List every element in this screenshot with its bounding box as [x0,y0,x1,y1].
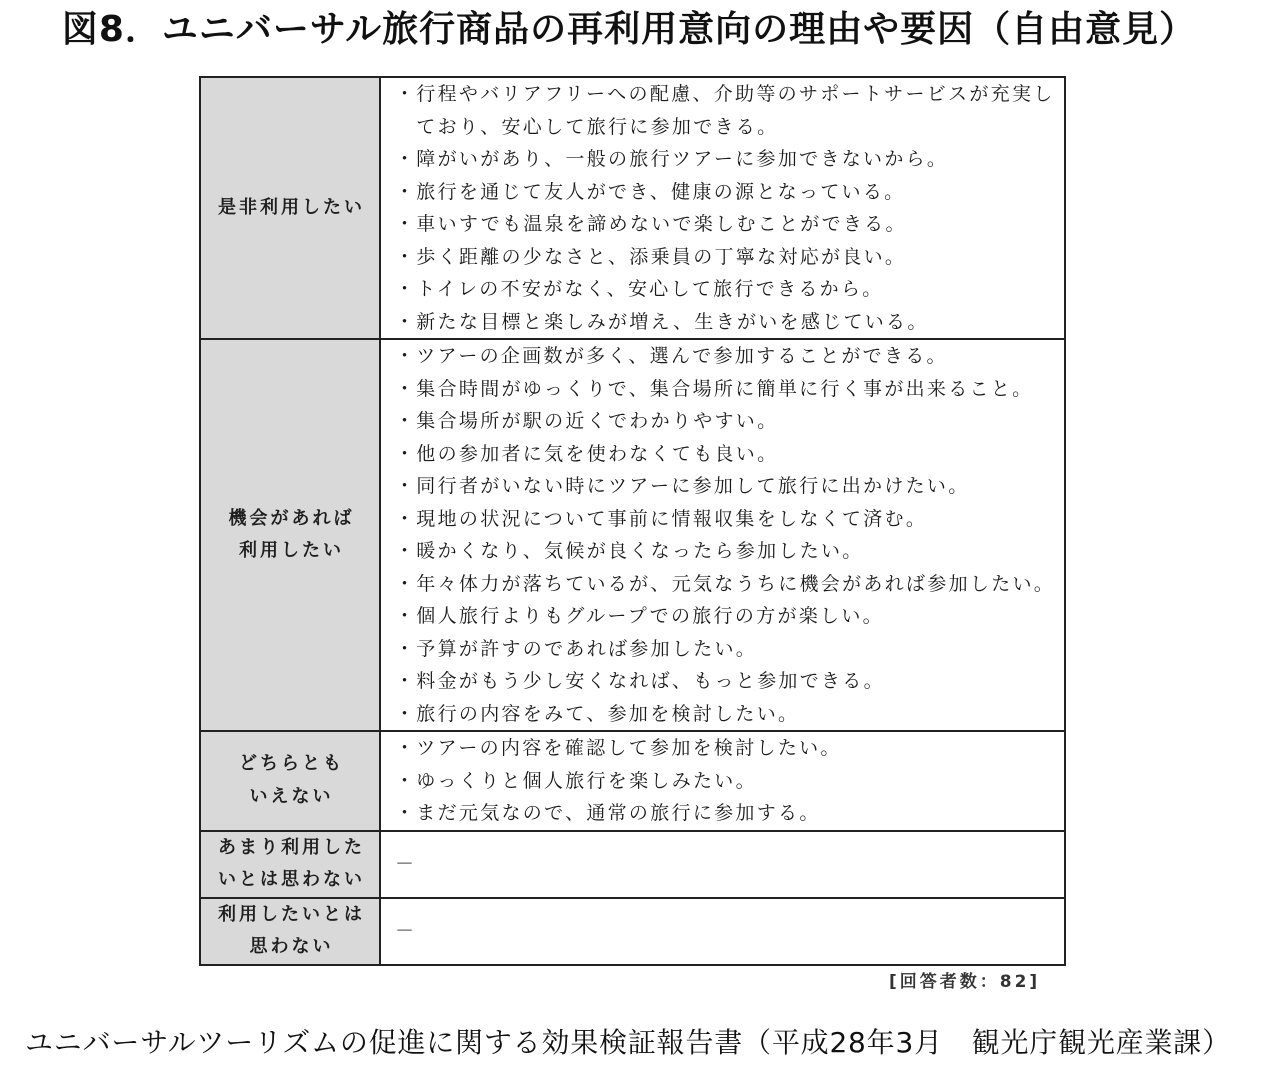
reason-item: ・暖かくなり、気候が良くなったら参加したい。 [395,540,864,562]
category-label-line: いえない [249,785,334,807]
category-label-line: あまり利用した [218,836,365,858]
category-label-line: いとは思わない [218,869,365,890]
no-response-dash: － [395,852,417,875]
reason-item: ・歩く距離の少なさと、添乗員の丁寧な対応が良い。 [395,245,907,268]
reason-item: ・障がいがあり、一般の旅行ツアーに参加できないから。 [395,148,949,170]
figure-title: 図8．ユニバーサル旅行商品の再利用意向の理由や要因（自由意見） [61,9,1197,50]
reason-item: ・ゆっくりと個人旅行を楽しみたい。 [395,769,757,792]
reason-item: ・集合時間がゆっくりで、集合場所に簡単に行く事が出来ること。 [395,377,1034,400]
reasons-cell [381,732,1064,830]
table-row-undecided [201,730,1064,830]
category-label-cell [201,732,381,830]
reason-item: ・料金がもう少し安くなれば、もっと参加できる。 [395,670,885,692]
reason-item: ・同行者がいない時にツアーに参加して旅行に出かけたい。 [395,475,970,497]
category-label-cell [201,78,381,338]
category-label-line: 是非利用したい [218,196,365,218]
reason-item: ・予算が許すのであれば参加したい。 [395,637,758,660]
reason-item: ・他の参加者に気を使わなくても良い。 [395,442,779,465]
reasons-cell [381,899,1064,964]
category-label-line: 機会があれば [228,507,355,529]
category-label-cell [201,340,381,730]
reason-item: ・旅行を通じて友人ができ、健康の源となっている。 [395,180,906,203]
reason-item: ・行程やバリアフリーへの配慮、介助等のサポートサービスが充実しており、安心して旅行に参加できる。 [395,83,1055,138]
category-label-line: どちらとも [239,753,344,775]
category-label-cell [201,899,381,964]
reasons-cell [381,340,1064,730]
reason-item: ・個人旅行よりもグループでの旅行の方が楽しい。 [395,605,884,627]
category-label-line: 思わない [249,936,334,957]
reason-item: ・新たな目標と楽しみが増え、生きがいを感じている。 [395,310,929,333]
reason-item: ・旅行の内容をみて、参加を検討したい。 [395,702,800,725]
reason-item: ・ツアーの内容を確認して参加を検討したい。 [395,737,842,759]
reason-item: ・現地の状況について事前に情報収集をしなくて済む。 [395,507,928,530]
reason-item: ・ツアーの企画数が多く、選んで参加することができる。 [395,345,948,367]
respondent-count: [回答者数：82] [889,972,1041,992]
reasons-cell [381,78,1064,338]
category-label-cell [201,832,381,897]
category-label-line: 利用したい [239,540,344,561]
reason-item: ・車いすでも温泉を諦めないで楽しむことができる。 [395,213,907,235]
source-citation: ユニバーサルツーリズムの促進に関する効果検証報告書（平成28年3月 観光庁観光産業課） [25,1026,1231,1059]
table-row-do-not-want-to-use [201,897,1064,964]
category-label-line: 利用したいとは [218,903,365,925]
reason-item: ・まだ元気なので、通常の旅行に参加する。 [395,802,821,824]
no-response-dash: － [395,919,417,942]
table-row-use-if-opportunity [201,338,1064,730]
reasons-cell [381,832,1064,897]
reason-item: ・トイレの不安がなく、安心して旅行できるから。 [395,278,884,300]
reasons-table [199,76,1066,966]
table-row-not-really-want-to-use [201,830,1064,897]
table-row-definitely-want-to-use [201,78,1064,338]
reason-item: ・年々体力が落ちているが、元気なうちに機会があれば参加したい。 [395,572,1056,595]
reason-item: ・集合場所が駅の近くでわかりやすい。 [395,410,779,432]
